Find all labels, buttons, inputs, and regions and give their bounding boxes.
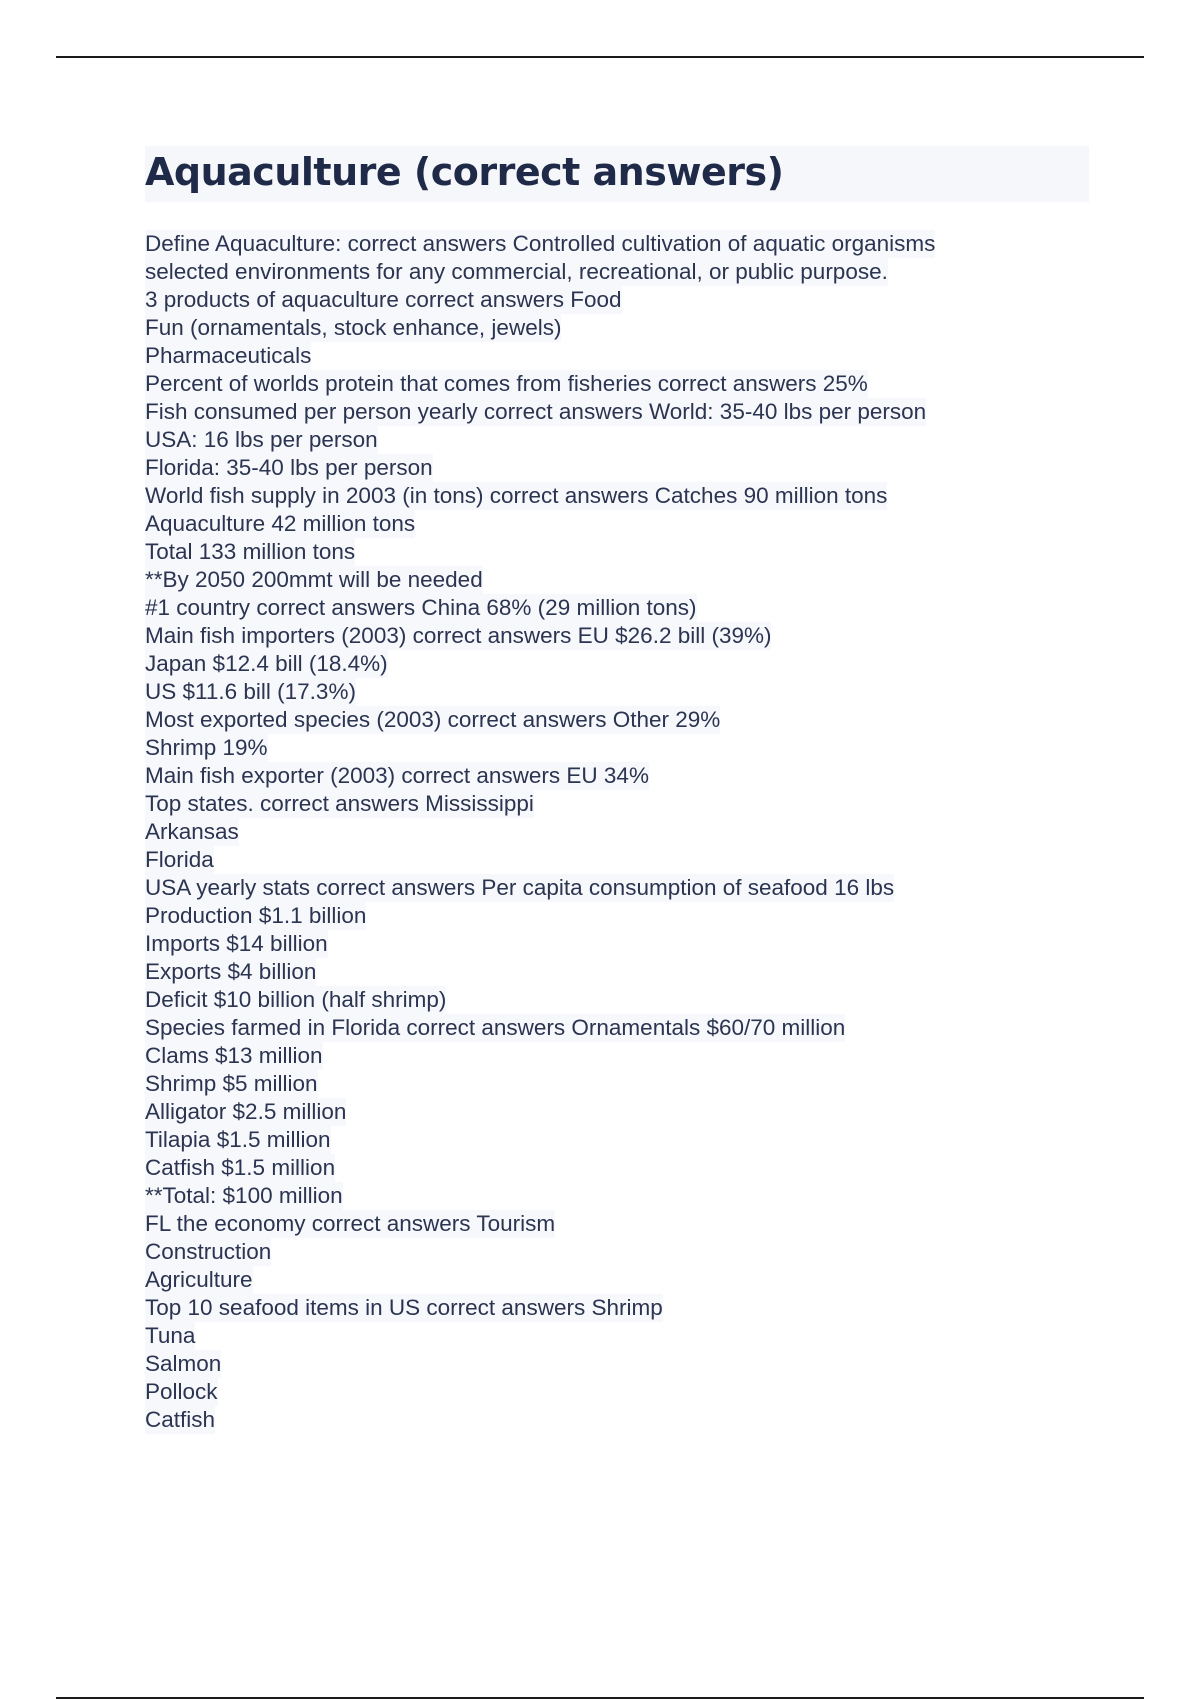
text-line: #1 country correct answers China 68% (29 million tons) <box>145 595 697 620</box>
title-block <box>145 146 1089 202</box>
text-line: FL the economy correct answers Tourism <box>145 1211 556 1236</box>
text-line: Most exported species (2003) correct answers Other 29% <box>145 707 721 732</box>
text-line: Pharmaceuticals <box>145 343 312 368</box>
top-rule <box>56 56 1144 58</box>
text-line: Tilapia $1.5 million <box>145 1127 331 1152</box>
text-line: Fish consumed per person yearly correct answers World: 35-40 lbs per person <box>145 399 927 424</box>
text-line: Clams $13 million <box>145 1043 323 1068</box>
text-line: Top 10 seafood items in US correct answers Shrimp <box>145 1295 663 1320</box>
text-line: Agriculture <box>145 1267 253 1292</box>
document-body <box>145 230 1105 1434</box>
text-line: Production $1.1 billion <box>145 903 367 928</box>
page-title: Aquaculture (correct answers) <box>145 150 784 194</box>
text-line: Japan $12.4 bill (18.4%) <box>145 651 388 676</box>
text-line: USA yearly stats correct answers Per capita consumption of seafood 16 lbs <box>145 875 895 900</box>
bottom-rule <box>56 1697 1144 1699</box>
text-line: Exports $4 billion <box>145 959 317 984</box>
text-line: Florida: 35-40 lbs per person <box>145 455 433 480</box>
text-line: Top states. correct answers Mississippi <box>145 791 534 816</box>
text-line: Shrimp 19% <box>145 735 268 760</box>
text-line: Total 133 million tons <box>145 539 356 564</box>
text-line: **Total: $100 million <box>145 1183 343 1208</box>
text-line: Florida <box>145 847 214 872</box>
text-line: US $11.6 bill (17.3%) <box>145 679 356 704</box>
text-line: Imports $14 billion <box>145 931 328 956</box>
text-line: Salmon <box>145 1351 222 1376</box>
text-line: Species farmed in Florida correct answers Ornamentals $60/70 million <box>145 1015 846 1040</box>
text-line: Main fish importers (2003) correct answers EU $26.2 bill (39%) <box>145 623 772 648</box>
text-line: Construction <box>145 1239 272 1264</box>
text-line: Tuna <box>145 1323 196 1348</box>
text-line: Deficit $10 billion (half shrimp) <box>145 987 447 1012</box>
text-line: Aquaculture 42 million tons <box>145 511 416 536</box>
text-line: Arkansas <box>145 819 239 844</box>
text-line: USA: 16 lbs per person <box>145 427 378 452</box>
text-line: Catfish <box>145 1407 216 1432</box>
text-line: selected environments for any commercial, recreational, or public purpose. <box>145 259 888 284</box>
text-line: Pollock <box>145 1379 218 1404</box>
text-line: Define Aquaculture: correct answers Controlled cultivation of aquatic organisms <box>145 231 936 256</box>
text-line: Catfish $1.5 million <box>145 1155 336 1180</box>
text-line: **By 2050 200mmt will be needed <box>145 567 483 592</box>
text-line: 3 products of aquaculture correct answers Food <box>145 287 622 312</box>
text-line: Fun (ornamentals, stock enhance, jewels) <box>145 315 562 340</box>
text-line: Percent of worlds protein that comes from fisheries correct answers 25% <box>145 371 868 396</box>
text-line: World fish supply in 2003 (in tons) correct answers Catches 90 million tons <box>145 483 888 508</box>
text-line: Main fish exporter (2003) correct answers EU 34% <box>145 763 649 788</box>
text-line: Shrimp $5 million <box>145 1071 318 1096</box>
text-line: Alligator $2.5 million <box>145 1099 347 1124</box>
